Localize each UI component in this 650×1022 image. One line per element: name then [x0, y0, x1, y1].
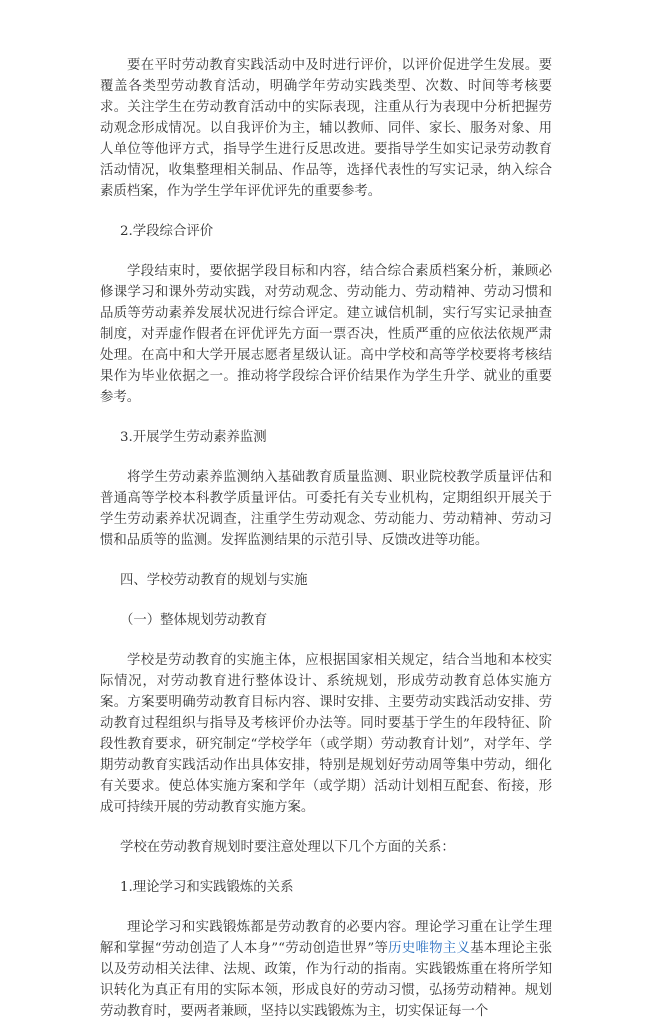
paragraph-periodic-evaluation: 要在平时劳动教育实践活动中及时进行评价，以评价促进学生发展。要覆盖各类型劳动教育活动，明确学年劳动实践类型、次数、时间等考核要求。关注学生在劳动教育活动中的实际表现，注重从行为表现中分析把握劳动观念形成情况。以自我评价为主，辅以教师、同伴、家长、服务对象、用人单位等他评方式，指导学生进行反思改进。要指导学生如实记录劳动教育活动情况，收集整理相关制品、作品等，选择代表性的写实记录，纳入综合素质档案，作为学生学年评优评先的重要参考。 — [100, 58, 552, 199]
paragraph-stage-evaluation: 学段结束时，要依据学段目标和内容，结合综合素质档案分析，兼顾必修课学习和课外劳动实践，对劳动观念、劳动能力、劳动精神、劳动习惯和品质等劳动素养发展状况进行综合评定。建立诚信机制，实行写实记录抽查制度，对弄虚作假者在评优评先方面一票否决，性质严重的应依法依规严肃处理。在高中和大学开展志愿者星级认证。高中学校和高等学校要将考核结果作为毕业依据之一。推动将学段综合评价结果作为学生升学、就业的重要参考。 — [100, 264, 552, 405]
paragraph-text: 理论学习和实践锻炼都是劳动教育的必要内容。理论学习重在让学生理解和掌握“劳动创造了人本身”“劳动创造世界”等 — [100, 920, 552, 956]
heading-literacy-monitoring: 3.开展学生劳动素养监测 — [120, 430, 267, 445]
subsection-heading-overall-planning: （一）整体规划劳动教育 — [120, 613, 268, 628]
paragraph-relations-intro: 学校在劳动教育规划时要注意处理以下几个方面的关系： — [120, 840, 455, 855]
heading-stage-evaluation: 2.学段综合评价 — [120, 224, 214, 239]
historical-materialism-link[interactable]: 历史唯物主义 — [388, 941, 471, 956]
paragraph-text: 基本理论主张以及劳动相关法律、法规、政策，作为行动的指南。实践锻炼重在将所学知识转化为真正有用的实际本领，形成良好的劳动习惯，弘扬劳动精神。规划劳动教育时，要两者兼顾，坚持以实践锻炼为主，切实保证每一个 — [100, 941, 553, 1019]
paragraph-overall-planning: 学校是劳动教育的实施主体，应根据国家相关规定，结合当地和本校实际情况，对劳动教育进行整体设计、系统规划，形成劳动教育总体实施方案。方案要明确劳动教育目标内容、课时安排、主要劳动实践活动安排、劳动教育过程组织与指导及考核评价办法等。同时要基于学生的年段特征、阶段性教育要求，研究制定“学校学年（或学期）劳动教育计划”，对学年、学期劳动教育实践活动作出具体安排，特别是规划好劳动周等集中劳动，细化有关要求。使总体实施方案和学年（或学期）活动计划相互配套、衔接，形成可持续开展的劳动教育实施方案。 — [100, 653, 552, 815]
paragraph-literacy-monitoring: 将学生劳动素养监测纳入基础教育质量监测、职业院校教学质量评估和普通高等学校本科教学质量评估。可委托有关专业机构，定期组织开展关于学生劳动素养状况调查，注重学生劳动观念、劳动能力、劳动精神、劳动习惯和品质等的监测。发挥监测结果的示范引导、反馈改进等功能。 — [100, 470, 552, 548]
heading-theory-practice: 1.理论学习和实践锻炼的关系 — [120, 880, 294, 895]
paragraph-theory-practice — [100, 917, 552, 1022]
document-body — [100, 55, 552, 1022]
section-heading-planning: 四、学校劳动教育的规划与实施 — [120, 573, 308, 588]
